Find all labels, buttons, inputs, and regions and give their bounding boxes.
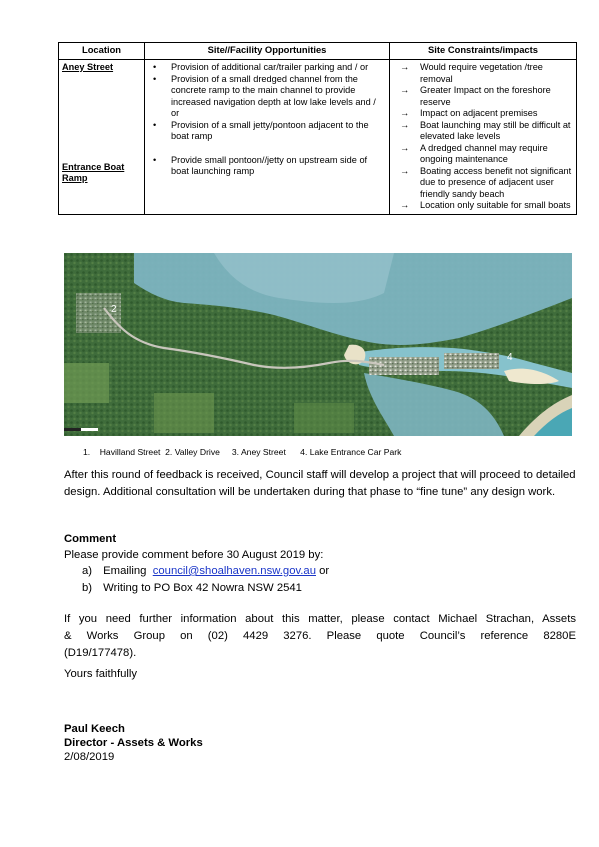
- letter-date: 2/08/2019: [64, 751, 115, 763]
- option-b-text: Writing to PO Box 42 Nowra NSW 2541: [103, 582, 302, 594]
- comment-intro: Please provide comment before 30 August 2019 by:: [64, 549, 324, 561]
- option-email: [82, 563, 329, 580]
- list-item: → Boating access benefit not significant due to presence of adjacent user friendly sandy beach: [420, 166, 573, 201]
- opportunities-list: [148, 62, 386, 178]
- option-a-prefix: Emailing: [103, 565, 147, 577]
- map-marker-2: 2: [111, 304, 117, 315]
- signatory-title: Director - Assets & Works: [64, 737, 203, 749]
- aerial-map-drawing: [64, 253, 572, 436]
- list-item: → Would require vegetation /tree removal: [420, 62, 573, 85]
- signature-block: [64, 722, 203, 764]
- contact-line-2: & Works Group on (02) 4429 3276. Please quote Council’s reference 8280E: [64, 630, 576, 642]
- table-row: [59, 60, 577, 215]
- constraints-list: [393, 62, 573, 212]
- feedback-paragraph: After this round of feedback is received, Council staff will develop a project that will proceed to detailed design. Additional consultation will be undertaken during that phase to “fine tune” any design work.: [64, 469, 576, 498]
- option-b-label: b): [82, 582, 93, 594]
- contact-paragraph: [64, 611, 576, 662]
- list-item: • Provide small pontoon//jetty on upstream side of boat launching ramp: [166, 155, 386, 178]
- option-a-suffix: or: [319, 565, 330, 577]
- contact-line-1: If you need further information about this matter, please contact Michael Strachan, Assets: [64, 613, 576, 625]
- aerial-map: [64, 253, 572, 436]
- list-item: → Location only suitable for small boats: [420, 200, 573, 212]
- constraints-cell: [390, 60, 577, 215]
- header-opportunities: Site//Facility Opportunities: [145, 43, 390, 60]
- list-item: → Impact on adjacent premises: [420, 108, 573, 120]
- list-item: → Boat launching may still be difficult at elevated lake levels: [420, 120, 573, 143]
- map-caption: 1. Havilland Street 2. Valley Drive 3. Aney Street 4. Lake Entrance Car Park: [83, 447, 402, 457]
- contact-line-3: (D19/177478).: [64, 647, 137, 659]
- header-location: Location: [59, 43, 145, 60]
- opportunities-cell: [145, 60, 390, 215]
- option-post: [82, 580, 329, 597]
- list-item: • Provision of additional car/trailer parking and / or: [166, 62, 386, 74]
- list-item: → A dredged channel may require ongoing maintenance: [420, 143, 573, 166]
- closing: Yours faithfully: [64, 668, 138, 680]
- email-link[interactable]: council@shoalhaven.nsw.gov.au: [152, 565, 316, 577]
- list-item: • Provision of a small dredged channel from the concrete ramp to the main channel to provide increased navigation depth at low lake levels and / or: [166, 74, 386, 120]
- option-a-label: a): [82, 565, 93, 577]
- signatory-name: Paul Keech: [64, 723, 125, 735]
- opportunities-table: [58, 42, 577, 215]
- list-item: • Provision of a small jetty/pontoon adjacent to the boat ramp: [166, 120, 386, 143]
- table-header-row: [59, 43, 577, 60]
- comment-options: [82, 563, 329, 597]
- location-cell: [59, 60, 145, 215]
- list-item: → Greater Impact on the foreshore reserve: [420, 85, 573, 108]
- location-entrance-boat-ramp: Entrance Boat Ramp: [62, 161, 125, 183]
- comment-heading: Comment: [64, 533, 117, 545]
- map-marker-4: 4: [507, 352, 513, 363]
- header-constraints: Site Constraints/impacts: [390, 43, 577, 60]
- location-aney-street: Aney Street: [62, 62, 114, 72]
